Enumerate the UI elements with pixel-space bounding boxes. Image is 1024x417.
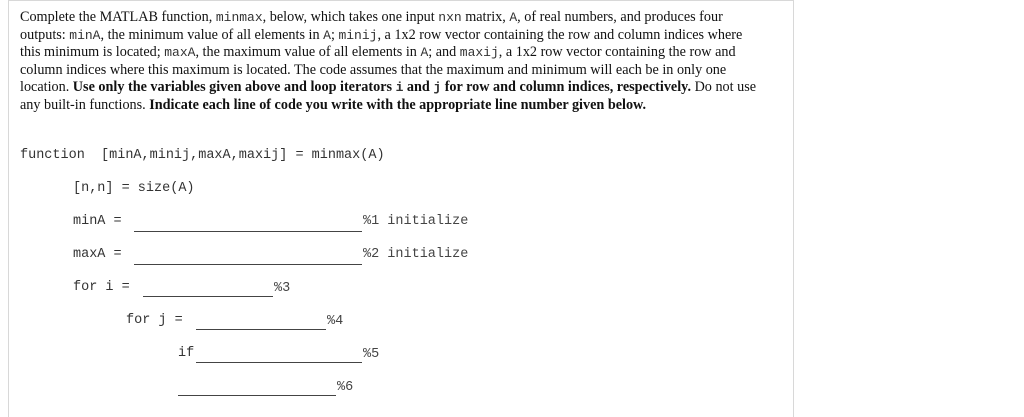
maxA-label: maxA = <box>73 247 122 262</box>
blank-line-2[interactable] <box>134 264 362 265</box>
blank-line-1[interactable] <box>134 231 362 232</box>
for-i-label: for i = <box>73 280 130 295</box>
function-signature: function [minA,minij,maxA,maxij] = minmax(A) <box>20 148 385 163</box>
comment-4: %4 <box>327 314 344 329</box>
for-j-label: for j = <box>126 313 183 328</box>
inline-code-maxA: maxA <box>164 45 196 61</box>
problem-statement: Complete the MATLAB function, minmax, below, which takes one input nxn matrix, A, of real numbers, and produces four outputs: minA, the minimum value of all elements in A; minij, a 1x2 row vector containing the row and column indices where this minimum is located; maxA, the maximum value of all elements in A; and maxij, a 1x2 row vector containing the row and column indices where this maximum is located. The code assumes that the maximum and minimum will each be in only one location. Use only the variables given above and loop iterators i and j for row and column indices, respectively. Do not use any built-in functions. Indicate each line of code you write with the appropriate line number given below. <box>20 9 757 113</box>
comment-2: %2 initialize <box>363 247 469 262</box>
inline-code-minA: minA <box>69 27 101 43</box>
inline-code-maxij: maxij <box>459 45 499 61</box>
comment-6: %6 <box>337 380 354 395</box>
inline-code-nxn: nxn <box>438 10 462 25</box>
blank-line-5[interactable] <box>196 362 362 363</box>
inline-code-A: A <box>420 45 429 61</box>
comment-3: %3 <box>274 281 291 296</box>
bold-instruction: Use only the variables given above and loop iterators i and j for row and column indices, respectively. <box>72 79 692 96</box>
inline-code-minij: minij <box>338 27 378 43</box>
blank-line-4[interactable] <box>196 329 326 330</box>
inline-code-A: A <box>509 10 518 25</box>
bold-line-number-instruction: Indicate each line of code you write with the appropriate line number given below. <box>149 96 647 113</box>
size-line: [n,n] = size(A) <box>73 181 195 196</box>
minA-label: minA = <box>73 214 122 229</box>
blank-line-6[interactable] <box>178 395 336 396</box>
blank-line-3[interactable] <box>143 296 273 297</box>
if-label: if <box>178 346 195 361</box>
comment-5: %5 <box>363 347 380 362</box>
comment-1: %1 initialize <box>363 214 469 229</box>
inline-code-A: A <box>323 27 331 43</box>
inline-code-minmax: minmax <box>215 10 263 25</box>
